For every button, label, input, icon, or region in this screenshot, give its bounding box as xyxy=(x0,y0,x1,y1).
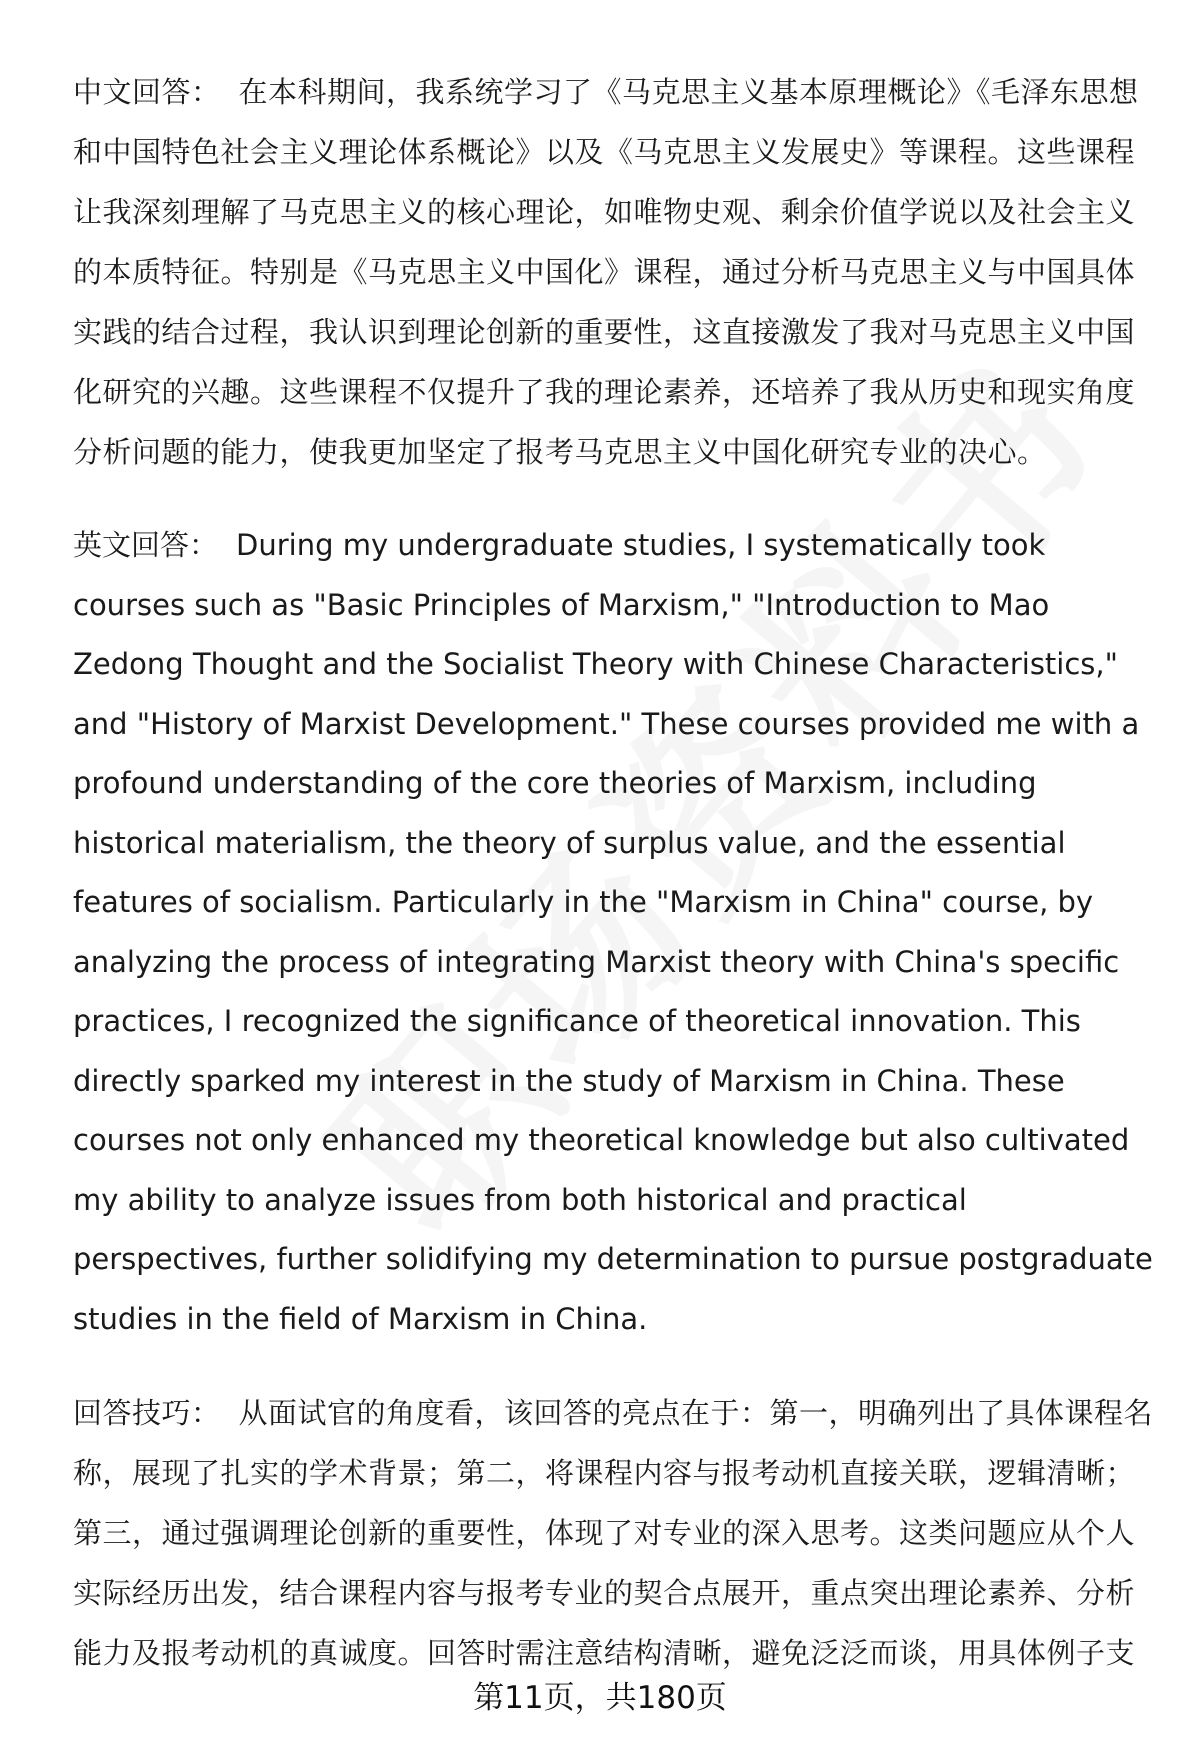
english-answer-paragraph xyxy=(73,516,1158,1349)
english-answer-label: 英文回答： xyxy=(73,528,219,562)
page-indicator: 第11页，共180页 xyxy=(473,1680,727,1716)
chinese-answer-paragraph xyxy=(73,62,1158,482)
answer-tips-text: 从面试官的角度看，该回答的亮点在于：第一，明确列出了具体课程名称，展现了扎实的学术背景；第二，将课程内容与报考动机直接关联，逻辑清晰；第三，通过强调理论创新的重要性，体现了对专业的深入思考。这类问题应从个人实际经历出发，结合课程内容与报考专业的契合点展开，重点突出理论素养、分析能力及报考动机的真诚度。回答时需注意结构清晰，避免泛泛而谈，用具体例子支 xyxy=(73,1396,1154,1670)
chinese-answer-text: 在本科期间，我系统学习了《马克思主义基本原理概论》《毛泽东思想和中国特色社会主义理论体系概论》以及《马克思主义发展史》等课程。这些课程让我深刻理解了马克思主义的核心理论，如唯物史观、剩余价值学说以及社会主义的本质特征。特别是《马克思主义中国化》课程，通过分析马克思主义与中国具体实践的结合过程，我认识到理论创新的重要性，这直接激发了我对马克思主义中国化研究的兴趣。这些课程不仅提升了我的理论素养，还培养了我从历史和现实角度分析问题的能力，使我更加坚定了报考马克思主义中国化研究专业的决心。 xyxy=(73,75,1139,469)
answer-tips-label: 回答技巧： xyxy=(73,1396,221,1430)
document-body xyxy=(73,62,1158,1717)
answer-tips-paragraph xyxy=(73,1383,1158,1683)
english-answer-text: During my undergraduate studies, I systematically took courses such as "Basic Principles of Marxism," "Introduction to Mao Zedong Thought and the Socialist Theory with Chinese Characteristics," and "History of Marxist Development." These courses provided me with a profound understanding of the core theories of Marxism, including historical materialism, the theory of surplus value, and the essential features of socialism. Particularly in the "Marxism in China" course, by analyzing the process of integrating Marxist theory with China's specific practices, I recognized the significance of theoretical innovation. This directly sparked my interest in the study of Marxism in China. These courses not only enhanced my theoretical knowledge but also cultivated my ability to analyze issues from both historical and practical perspectives, further solidifying my determination to pursue postgraduate studies in the field of Marxism in China. xyxy=(73,528,1153,1336)
chinese-answer-label: 中文回答： xyxy=(73,75,221,109)
